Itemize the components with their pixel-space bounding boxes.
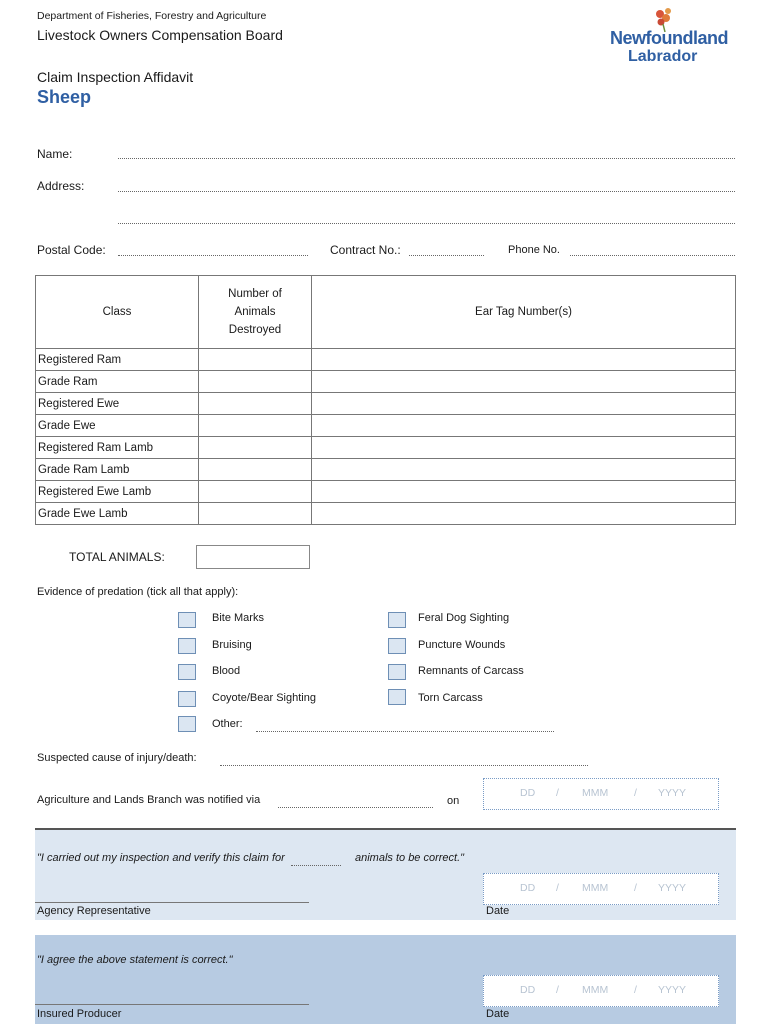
agency-statement-part1: "I carried out my inspection and verify this claim for — [37, 852, 285, 864]
department-name: Department of Fisheries, Forestry and Agriculture — [37, 10, 267, 22]
feral-dog-sighting-label: Feral Dog Sighting — [418, 612, 510, 624]
branch-notified-label: Agriculture and Lands Branch was notified via — [37, 794, 261, 806]
bite-marks-checkbox[interactable] — [178, 612, 196, 628]
agency-date-label: Date — [486, 905, 510, 917]
address-label: Address: — [37, 179, 85, 193]
class-cell: Registered Ram Lamb — [36, 437, 199, 459]
number-header-line3: Destroyed — [228, 324, 282, 336]
suspected-cause-label: Suspected cause of injury/death: — [37, 752, 197, 764]
table-header-row — [36, 276, 736, 349]
total-animals-label: TOTAL ANIMALS: — [69, 550, 165, 564]
date-mmm-placeholder: MMM — [582, 882, 609, 894]
address-field-line1[interactable] — [118, 191, 735, 192]
date-dd-placeholder: DD — [520, 882, 536, 894]
insured-producer-label: Insured Producer — [37, 1008, 122, 1020]
agency-representative-label: Agency Representative — [37, 905, 151, 917]
date-yyyy-placeholder: YYYY — [658, 882, 687, 894]
evidence-heading: Evidence of predation (tick all that apply): — [37, 586, 239, 598]
class-column-header: Class — [36, 276, 199, 349]
ear-tag-cell[interactable] — [312, 415, 736, 437]
on-label: on — [447, 795, 460, 807]
class-cell: Grade Ram — [36, 371, 199, 393]
date-yyyy-placeholder: YYYY — [658, 787, 687, 799]
table-row — [36, 503, 736, 525]
table-row — [36, 437, 736, 459]
table-row — [36, 481, 736, 503]
number-cell[interactable] — [199, 481, 312, 503]
coyote-bear-sighting-label: Coyote/Bear Sighting — [212, 692, 316, 704]
other-description-field[interactable] — [256, 731, 554, 732]
logo-text-line2: Labrador — [628, 48, 698, 65]
blood-label: Blood — [212, 665, 241, 677]
torn-carcass-checkbox[interactable] — [388, 689, 406, 705]
table-row — [36, 349, 736, 371]
phone-number-label: Phone No. — [508, 244, 560, 256]
puncture-wounds-checkbox[interactable] — [388, 638, 406, 654]
bite-marks-label: Bite Marks — [212, 612, 264, 624]
number-cell[interactable] — [199, 349, 312, 371]
ear-tag-column-header: Ear Tag Number(s) — [312, 276, 736, 349]
table-row — [36, 371, 736, 393]
producer-statement: "I agree the above statement is correct." — [37, 954, 233, 966]
logo-text-line1: Newfoundland — [610, 28, 728, 48]
ear-tag-cell[interactable] — [312, 437, 736, 459]
table-row — [36, 393, 736, 415]
suspected-cause-field[interactable] — [220, 765, 588, 766]
number-cell[interactable] — [199, 503, 312, 525]
date-separator: / — [634, 882, 637, 894]
other-checkbox[interactable] — [178, 716, 196, 732]
producer-signature-line[interactable] — [35, 1004, 309, 1005]
remnants-of-carcass-checkbox[interactable] — [388, 664, 406, 680]
class-cell: Grade Ewe — [36, 415, 199, 437]
feral-dog-sighting-checkbox[interactable] — [388, 612, 406, 628]
date-separator: / — [556, 882, 559, 894]
date-separator: / — [556, 787, 559, 799]
class-cell: Registered Ram — [36, 349, 199, 371]
number-cell[interactable] — [199, 393, 312, 415]
notification-method-field[interactable] — [278, 807, 433, 808]
ear-tag-cell[interactable] — [312, 459, 736, 481]
class-cell: Registered Ewe Lamb — [36, 481, 199, 503]
contract-number-label: Contract No.: — [330, 243, 401, 257]
date-dd-placeholder: DD — [520, 984, 536, 996]
producer-date-label: Date — [486, 1008, 510, 1020]
agency-statement-part2: animals to be correct." — [355, 852, 465, 864]
date-yyyy-placeholder: YYYY — [658, 984, 687, 996]
form-subtitle: Sheep — [37, 87, 92, 107]
number-destroyed-column-header — [199, 276, 312, 349]
bruising-checkbox[interactable] — [178, 638, 196, 654]
postal-code-field[interactable] — [118, 255, 308, 256]
number-cell[interactable] — [199, 437, 312, 459]
date-mmm-placeholder: MMM — [582, 984, 609, 996]
number-cell[interactable] — [199, 371, 312, 393]
date-separator: / — [556, 984, 559, 996]
notification-date-field[interactable] — [483, 778, 719, 810]
class-cell: Grade Ram Lamb — [36, 459, 199, 481]
date-dd-placeholder: DD — [520, 787, 536, 799]
total-animals-field[interactable] — [196, 545, 310, 569]
address-field-line2[interactable] — [118, 223, 735, 224]
ear-tag-cell[interactable] — [312, 393, 736, 415]
coyote-bear-sighting-checkbox[interactable] — [178, 691, 196, 707]
puncture-wounds-label: Puncture Wounds — [418, 639, 506, 651]
number-cell[interactable] — [199, 459, 312, 481]
number-header-line1: Number of — [228, 288, 282, 300]
agency-signature-line[interactable] — [35, 902, 309, 903]
class-cell: Grade Ewe Lamb — [36, 503, 199, 525]
phone-number-field[interactable] — [570, 255, 735, 256]
government-logo — [608, 6, 728, 70]
agency-date-field[interactable] — [483, 873, 719, 905]
agency-animal-count-field[interactable] — [291, 865, 341, 866]
date-separator: / — [634, 984, 637, 996]
ear-tag-cell[interactable] — [312, 481, 736, 503]
livestock-table — [35, 275, 736, 525]
number-cell[interactable] — [199, 415, 312, 437]
date-mmm-placeholder: MMM — [582, 787, 609, 799]
date-separator: / — [634, 787, 637, 799]
ear-tag-cell[interactable] — [312, 371, 736, 393]
table-row — [36, 459, 736, 481]
name-field[interactable] — [118, 158, 735, 159]
name-label: Name: — [37, 147, 73, 161]
class-cell: Registered Ewe — [36, 393, 199, 415]
blood-checkbox[interactable] — [178, 664, 196, 680]
bruising-label: Bruising — [212, 639, 252, 651]
ear-tag-cell[interactable] — [312, 349, 736, 371]
remnants-of-carcass-label: Remnants of Carcass — [418, 665, 524, 677]
number-header-line2: Animals — [234, 306, 276, 318]
postal-code-label: Postal Code: — [37, 243, 106, 257]
torn-carcass-label: Torn Carcass — [418, 692, 483, 704]
contract-number-field[interactable] — [409, 255, 484, 256]
producer-date-field[interactable] — [483, 975, 719, 1007]
table-row — [36, 415, 736, 437]
board-name: Livestock Owners Compensation Board — [37, 27, 283, 43]
form-title: Claim Inspection Affidavit — [37, 69, 194, 85]
ear-tag-cell[interactable] — [312, 503, 736, 525]
other-label: Other: — [212, 718, 243, 730]
